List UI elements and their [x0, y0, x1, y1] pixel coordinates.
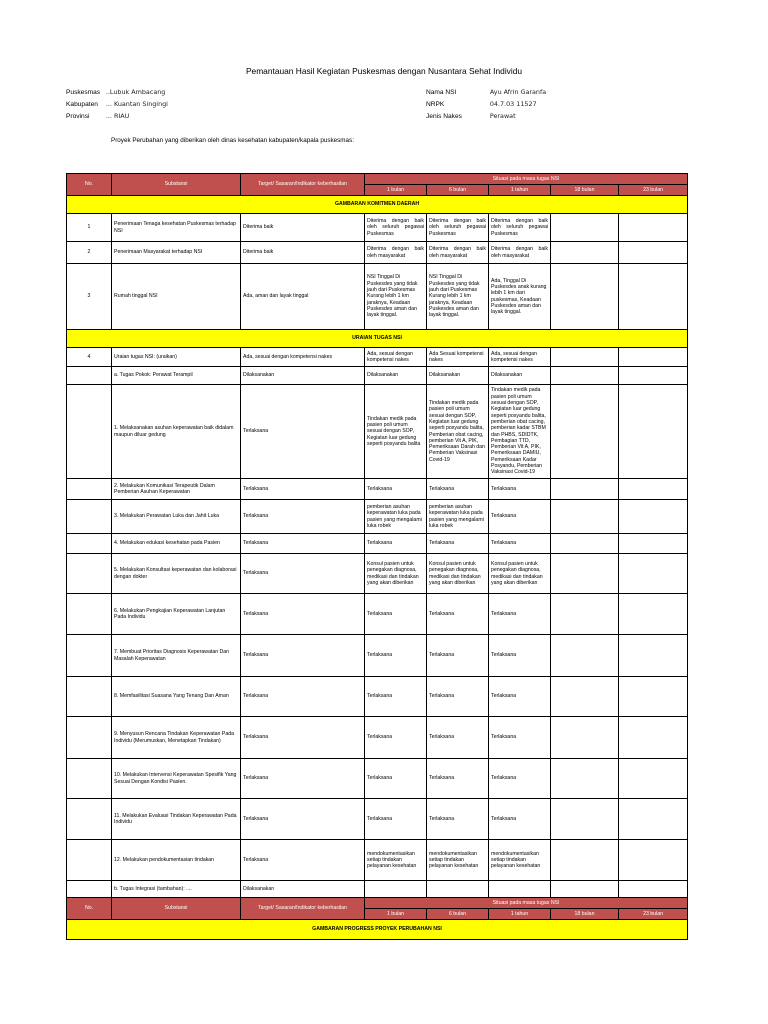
row-period-3: mendokumentasikan setiap tindakan pelayanan kesehatan	[489, 840, 551, 881]
header-situasi: Situasi pada masa tugas NSI	[365, 174, 688, 185]
row-period-2: NSI Tinggal Di Puskesdes yang tidak jauh dari Puskesmas Kurang lebih 1 km jaraknya, Keadaan Puskesdes aman dan layak tinggal.	[427, 264, 489, 330]
row-period-2: Terlaksana	[427, 799, 489, 840]
row-period-4	[551, 500, 619, 534]
row-period-4	[551, 479, 619, 500]
row-period-3: Terlaksana	[489, 500, 551, 534]
row-number	[67, 367, 112, 385]
row-period-1	[365, 881, 427, 898]
row-period-1: Dilaksanakan	[365, 367, 427, 385]
row-period-5	[619, 799, 688, 840]
row-period-5	[619, 840, 688, 881]
row-target: Terlaksana	[241, 840, 365, 881]
table-row	[67, 759, 688, 799]
row-substansi: Penerimaan Masyarakat terhadap NSI	[112, 242, 241, 264]
substansi-line: 7. Membuat Prioritas Diagnosis Keperawatan Dan	[114, 649, 230, 656]
row-period-3: Ada, Tinggal Di Puskesdes anak kurang lebih 1 km dari puskesmas, Keadaan Puskesdes aman dan layak tinggal.	[489, 264, 551, 330]
row-period-1: Diterima dengan baik oleh masyarakat	[365, 242, 427, 264]
table-row	[67, 385, 688, 479]
row-substansi: 3. Melakukan Perawatan Luka dan Jahit Luka	[112, 500, 241, 534]
header-period: 1 bulan	[365, 909, 427, 920]
header-no: No.	[67, 174, 112, 196]
identity-label: Nama NSI	[426, 89, 457, 96]
row-period-5	[619, 717, 688, 759]
identity-label: Jenis Nakes	[426, 113, 462, 120]
row-target: Terlaksana	[241, 554, 365, 594]
row-period-5	[619, 264, 688, 330]
row-period-5	[619, 635, 688, 677]
row-target: Terlaksana	[241, 759, 365, 799]
row-number	[67, 840, 112, 881]
row-period-5	[619, 242, 688, 264]
row-period-5	[619, 479, 688, 500]
header-target: Target/ Sasaran/Indikator keberhasilan	[241, 174, 365, 196]
row-period-1: Terlaksana	[365, 534, 427, 554]
row-period-1: Terlaksana	[365, 635, 427, 677]
row-period-3: Terlaksana	[489, 677, 551, 717]
row-substansi	[112, 635, 241, 677]
row-period-4	[551, 367, 619, 385]
row-substansi: 4. Melakukan edukasi kesehatan pada Pasien	[112, 534, 241, 554]
row-period-3: Konsul pasien untuk penegakan diagnosa, medikasi dan tindakan yang akan diberikan	[489, 554, 551, 594]
row-target: Ada, sesuai dengan kompetensi nakes	[241, 348, 365, 367]
header-period: 23 bulan	[619, 909, 688, 920]
row-number: 1	[67, 214, 112, 242]
row-number	[67, 881, 112, 898]
row-target: Ada, aman dan layak tinggal	[241, 264, 365, 330]
intro-text: Proyek Perubahan yang diberikan oleh dinas kesehatan kabupaten/kapala puskesmas:	[111, 137, 354, 144]
row-period-2: Diterima dengan baik oleh masyarakat	[427, 242, 489, 264]
identity-label: Kabupaten	[66, 101, 98, 108]
row-period-2: pemberian asuhan keperawatan luka pada pasien yang mengalami luka robek	[427, 500, 489, 534]
table-row	[67, 677, 688, 717]
row-period-4	[551, 214, 619, 242]
row-period-1: Terlaksana	[365, 677, 427, 717]
row-number	[67, 385, 112, 479]
table-row	[67, 264, 688, 330]
row-target: Terlaksana	[241, 594, 365, 635]
row-number	[67, 594, 112, 635]
row-substansi: 8. Memfasilitasi Suasana Yang Tenang Dan Aman	[112, 677, 241, 717]
header-period: 18 bulan	[551, 185, 619, 196]
identity-nrpk	[426, 100, 537, 108]
table-row	[67, 367, 688, 385]
row-substansi: a. Tugas Pokok: Perawat Terampil	[112, 367, 241, 385]
row-substansi	[112, 717, 241, 759]
row-substansi: Rumah tinggal NSI	[112, 264, 241, 330]
identity-jenis-nakes	[426, 112, 516, 120]
identity-value: ... RIAU	[105, 112, 130, 120]
header-period: 1 bulan	[365, 185, 427, 196]
header-substansi: Substansi	[112, 174, 241, 196]
row-substansi: b. Tugas Integrasi (tambahan): ....	[112, 881, 241, 898]
section-komitmen-daerah: GAMBARAN KOMITMEN DAERAH	[67, 196, 688, 214]
header-period: 1 tahun	[489, 185, 551, 196]
row-number: 4	[67, 348, 112, 367]
section-progress-proyek: GAMBARAN PROGRESS PROYEK PERUBAHAN NSI	[67, 920, 688, 940]
row-period-4	[551, 677, 619, 717]
identity-value: 04.7.03 11527	[489, 100, 537, 108]
row-period-1: Ada, sesuai dengan kompetensi nakes	[365, 348, 427, 367]
row-period-5	[619, 759, 688, 799]
substansi-line: 9. Menyusun Rencana Tindakan Keperawatan Pada	[114, 731, 234, 738]
row-period-3: Terlaksana	[489, 479, 551, 500]
row-period-5	[619, 677, 688, 717]
substansi-line: Masalah Keperawatan	[114, 655, 166, 662]
row-period-2: Konsul pasien untuk penegakan diagnosa, medikasi dan tindakan yang akan diberikan	[427, 554, 489, 594]
row-period-3: Diterima dengan baik oleh masyarakat	[489, 242, 551, 264]
row-target: Terlaksana	[241, 717, 365, 759]
row-number	[67, 717, 112, 759]
row-period-5	[619, 500, 688, 534]
row-period-1: Terlaksana	[365, 717, 427, 759]
row-period-1: pemberian asuhan keperawatan luka pada pasien yang mengalami luka robek	[365, 500, 427, 534]
row-period-1: Terlaksana	[365, 759, 427, 799]
row-substansi: 10. Melakukan Intervensi Keperawatan Spesifik Yang Sesuai Dengan Kondisi Pasien.	[112, 759, 241, 799]
table-row	[67, 594, 688, 635]
identity-puskesmas	[66, 88, 165, 96]
row-target: Terlaksana	[241, 479, 365, 500]
row-substansi: 6. Melakukan Pengkajian Keperawatan Lanjutan Pada Individu	[112, 594, 241, 635]
section-uraian-tugas: URAIAN TUGAS NSI	[67, 330, 688, 348]
row-period-5	[619, 534, 688, 554]
row-period-3	[489, 881, 551, 898]
row-period-1: Terlaksana	[365, 479, 427, 500]
row-target: Terlaksana	[241, 385, 365, 479]
row-period-2: mendokumentasikan setiap tindakan pelayanan kesehatan	[427, 840, 489, 881]
row-period-4	[551, 717, 619, 759]
header-substansi: Substansi	[112, 898, 241, 920]
row-number	[67, 554, 112, 594]
table-row	[67, 717, 688, 759]
row-period-5	[619, 348, 688, 367]
row-number	[67, 635, 112, 677]
identity-value: Ayu Afrin Garanfa	[489, 88, 547, 96]
table-row	[67, 881, 688, 898]
row-period-4	[551, 385, 619, 479]
identity-provinsi	[66, 112, 129, 120]
row-substansi: Penerimaan Tenaga kesehatan Puskesmas terhadap NSI	[112, 214, 241, 242]
row-period-3: Dilaksanakan	[489, 367, 551, 385]
row-substansi: 2. Melakukan Komunikasi Terapeutik Dalam Pemberian Asuhan Keperawatan	[112, 479, 241, 500]
row-period-3: Ada, sesuai dengan kompetensi nakes	[489, 348, 551, 367]
row-target: Terlaksana	[241, 534, 365, 554]
row-target: Terlaksana	[241, 799, 365, 840]
row-period-2	[427, 881, 489, 898]
header-no: No.	[67, 898, 112, 920]
row-period-3: Tindakan medik pada pasien poli umum sesuai dengan SOP, Kegiatan luar gedung seperti posyandu balita, pemberian obat cacing, pemberian kadar STBM dan PHBS, SDIDTK, Pembagian TTD, Pemberian Vit A, PIK, Pemeriksaan DAMIU, Pemeriksaan Kadar Posyandu, Pemberian Vaksinasi Covid-19	[489, 385, 551, 479]
substansi-line: Individu (Merumuskan, Menetapkan Tindakan)	[114, 737, 221, 744]
row-period-4	[551, 264, 619, 330]
row-period-5	[619, 367, 688, 385]
row-period-5	[619, 554, 688, 594]
row-period-4	[551, 242, 619, 264]
table-row	[67, 534, 688, 554]
row-number	[67, 799, 112, 840]
row-period-4	[551, 348, 619, 367]
row-substansi: 5. Melakukan Konsultasi keperawatan dan kolaborasi dengan dokter	[112, 554, 241, 594]
header-situasi: Situasi pada masa tugas NSI	[365, 898, 688, 909]
page-title: Pemantauan Hasil Kegiatan Puskesmas dengan Nusantara Sehat Individu	[245, 66, 523, 76]
row-period-4	[551, 799, 619, 840]
row-period-2: Diterima dengan baik oleh seluruh pegawai Puskesmas	[427, 214, 489, 242]
row-period-2: Terlaksana	[427, 479, 489, 500]
table-row	[67, 500, 688, 534]
row-period-4	[551, 554, 619, 594]
row-period-2: Terlaksana	[427, 594, 489, 635]
row-period-5	[619, 385, 688, 479]
header-period: 6 bulan	[427, 185, 489, 196]
row-number: 2	[67, 242, 112, 264]
row-period-2: Tindakan medik pada pasien poli umum sesuai dengan SOP, Kegiatan luar gedung seperti posyandu balita, Pemberian obat cacing, pemberian Vit A, PIK, Pemeriksaan Darah dan Pemberian Vaksinasi Covid-19	[427, 385, 489, 479]
row-number	[67, 759, 112, 799]
identity-label: Provinsi	[66, 113, 90, 120]
identity-value: ... Kuantan Singingi	[105, 100, 168, 108]
row-period-1: Diterima dengan baik oleh seluruh pegawai Puskesmas	[365, 214, 427, 242]
row-period-1: Terlaksana	[365, 594, 427, 635]
row-target: Dilaksanakan	[241, 367, 365, 385]
row-period-2: Terlaksana	[427, 677, 489, 717]
row-period-4	[551, 881, 619, 898]
row-period-2: Terlaksana	[427, 635, 489, 677]
monitoring-table	[66, 173, 688, 940]
row-target: Terlaksana	[241, 500, 365, 534]
row-substansi: 11. Melakukan Evaluasi Tindakan Keperawatan Pada Individu	[112, 799, 241, 840]
identity-value: Perawat	[489, 112, 516, 120]
row-period-3: Terlaksana	[489, 635, 551, 677]
row-period-4	[551, 840, 619, 881]
identity-nama	[426, 88, 546, 96]
table-row	[67, 348, 688, 367]
row-number	[67, 534, 112, 554]
row-number	[67, 479, 112, 500]
row-period-5	[619, 594, 688, 635]
row-period-1: Tindakan medik pada pasien poli umum sesuai dengan SOP, Kegiatan luar gedung seperti posyandu balita	[365, 385, 427, 479]
row-number	[67, 500, 112, 534]
table-row	[67, 214, 688, 242]
row-substansi: Uraian tugas NSI: (uraikan)	[112, 348, 241, 367]
row-period-1: Konsul pasien untuk penegakan diagnosa, medikasi dan tindakan yang akan diberikan	[365, 554, 427, 594]
identity-label: Puskesmas	[66, 89, 101, 96]
row-target: Terlaksana	[241, 635, 365, 677]
row-number	[67, 677, 112, 717]
identity-label: NRPK	[426, 101, 445, 108]
table-row	[67, 799, 688, 840]
row-period-4	[551, 594, 619, 635]
row-period-2: Dilaksanakan	[427, 367, 489, 385]
row-period-3: Terlaksana	[489, 759, 551, 799]
row-number: 3	[67, 264, 112, 330]
row-period-3: Terlaksana	[489, 717, 551, 759]
row-period-1: Terlaksana	[365, 799, 427, 840]
row-target: Terlaksana	[241, 677, 365, 717]
row-period-3: Diterima dengan baik oleh seluruh pegawai Puskesmas	[489, 214, 551, 242]
header-target: Target/ Sasaran/Indikator keberhasilan	[241, 898, 365, 920]
row-target: Diterima baik	[241, 214, 365, 242]
header-period: 18 bulan	[551, 909, 619, 920]
table-row	[67, 242, 688, 264]
row-substansi: 12. Melakukan pendokumentasian tindakan	[112, 840, 241, 881]
row-period-2: Ada Sesuai kompetensi nakes	[427, 348, 489, 367]
table-row	[67, 479, 688, 500]
row-substansi: 1. Melaksanakan asuhan keperawatan baik didalam maupun diluar gedung	[112, 385, 241, 479]
table-row	[67, 554, 688, 594]
row-period-4	[551, 534, 619, 554]
row-period-2: Terlaksana	[427, 759, 489, 799]
row-period-5	[619, 881, 688, 898]
row-target: Dilaksanakan	[241, 881, 365, 898]
row-period-5	[619, 214, 688, 242]
row-period-4	[551, 759, 619, 799]
row-period-3: Terlaksana	[489, 594, 551, 635]
header-period: 6 bulan	[427, 909, 489, 920]
table-row	[67, 635, 688, 677]
row-period-4	[551, 635, 619, 677]
row-target: Diterima baik	[241, 242, 365, 264]
row-period-1: NSI Tinggal Di Puskesdes yang tidak jauh dari Puskesmas Kurang lebih 1 km jaraknya, Keadaan Puskesdes aman dan layak tinggal.	[365, 264, 427, 330]
identity-value: ..Lubuk Ambacang	[105, 88, 166, 96]
row-period-3: Terlaksana	[489, 799, 551, 840]
row-period-3: Terlaksana	[489, 534, 551, 554]
header-period: 23 bulan	[619, 185, 688, 196]
row-period-1: mendokumentasikan setiap tindakan pelayanan kesehatan	[365, 840, 427, 881]
row-period-2: Terlaksana	[427, 717, 489, 759]
identity-kabupaten	[66, 100, 168, 108]
header-period: 1 tahun	[489, 909, 551, 920]
table-row	[67, 840, 688, 881]
row-period-2: Terlaksana	[427, 534, 489, 554]
